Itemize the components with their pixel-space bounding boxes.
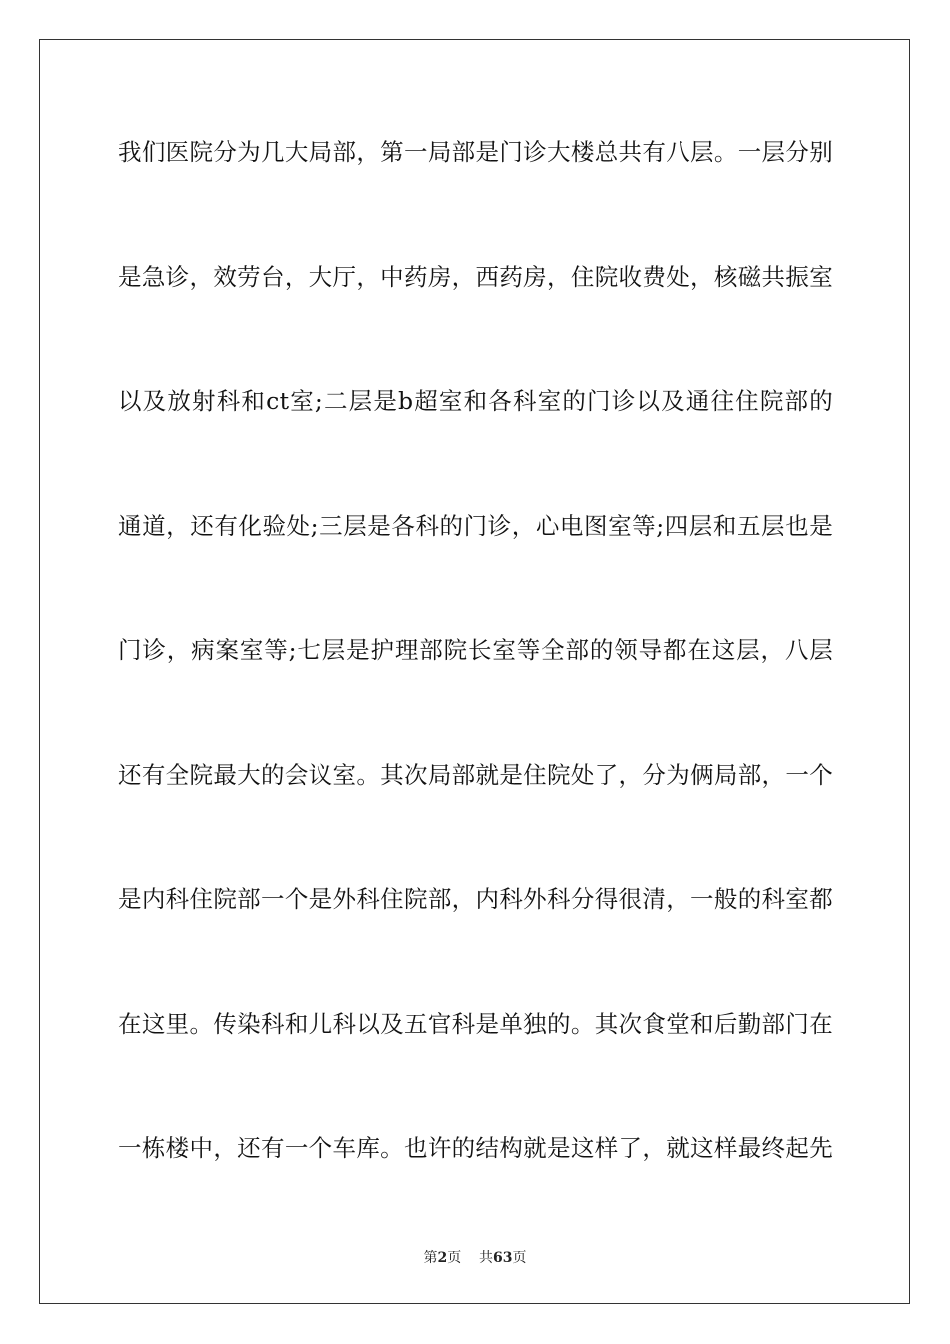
text-line-3: 以及放射科和ct室;二层是b超室和各科室的门诊以及通往住院部的 [118, 387, 833, 415]
text-line-1: 我们医院分为几大局部，第一局部是门诊大楼总共有八层。一层分别 [118, 138, 833, 166]
text-line-5: 门诊，病案室等;七层是护理部院长室等全部的领导都在这层，八层 [118, 636, 833, 664]
document-body [118, 110, 833, 1231]
page-suffix: 页 [447, 1250, 462, 1266]
total-prefix: 共 [479, 1250, 494, 1266]
page-footer [0, 1247, 950, 1267]
page-prefix: 第 [423, 1250, 438, 1266]
text-line-4: 通道，还有化验处;三层是各科的门诊，心电图室等;四层和五层也是 [118, 511, 833, 540]
page-number: 2 [437, 1250, 448, 1266]
text-line-9: 一栋楼中，还有一个车库。也许的结构就是这样了，就这样最终起先 [118, 1134, 833, 1162]
total-suffix: 页 [512, 1250, 527, 1266]
text-line-6: 还有全院最大的会议室。其次局部就是住院处了，分为俩局部，一个 [118, 760, 833, 789]
text-line-2: 是急诊，效劳台，大厅，中药房，西药房，住院收费处，核磁共振室 [118, 262, 833, 291]
text-line-8: 在这里。传染科和儿科以及五官科是单独的。其次食堂和后勤部门在 [118, 1009, 833, 1038]
text-line-7: 是内科住院部一个是外科住院部，内科外科分得很清，一般的科室都 [118, 885, 833, 913]
total-pages: 63 [493, 1250, 513, 1266]
